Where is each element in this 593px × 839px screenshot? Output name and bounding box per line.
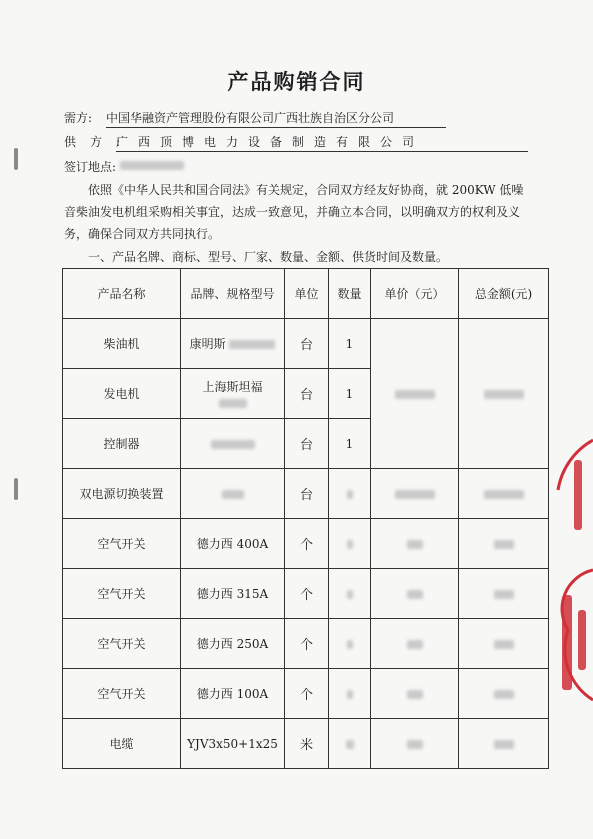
cell-total: [459, 669, 549, 719]
redacted-block: [347, 640, 353, 649]
header-unit: 单位: [285, 269, 329, 319]
redacted-block: [219, 399, 247, 408]
cell-unit: 台: [285, 319, 329, 369]
cell-spec: [181, 469, 285, 519]
sign-place-label: 签订地点:: [64, 160, 117, 174]
table-row: [63, 469, 549, 519]
redacted-block: [494, 740, 514, 749]
cell-qty: 1: [329, 319, 371, 369]
cell-name: 柴油机: [63, 319, 181, 369]
header-product-name: 产品名称: [63, 269, 181, 319]
redacted-block: [484, 390, 524, 399]
cell-spec: [181, 419, 285, 469]
supplier-label: 供方:: [64, 135, 135, 149]
cell-spec: [181, 369, 285, 419]
redacted-block: [346, 740, 354, 749]
cell-name: 双电源切换装置: [63, 469, 181, 519]
cell-unit-price: [371, 669, 459, 719]
redacted-block: [407, 590, 423, 599]
redacted-block: [494, 540, 514, 549]
cell-unit: 个: [285, 569, 329, 619]
cell-unit: 个: [285, 519, 329, 569]
cell-total: [459, 469, 549, 519]
cell-total-merged: [459, 319, 549, 469]
header-unit-price: 单价（元）: [371, 269, 459, 319]
table-row: [63, 669, 549, 719]
punch-hole-mark: [14, 478, 18, 500]
redacted-block: [347, 690, 353, 699]
spec-text: 康明斯: [189, 337, 226, 351]
redacted-block: [494, 590, 514, 599]
buyer-name: 中国华融资产管理股份有限公司广西壮族自治区分公司: [106, 109, 446, 128]
cell-total: [459, 719, 549, 769]
redacted-block: [222, 490, 244, 499]
cell-unit-price: [371, 569, 459, 619]
cell-total: [459, 619, 549, 669]
redacted-block: [395, 490, 435, 499]
cell-name: 空气开关: [63, 569, 181, 619]
cell-total: [459, 569, 549, 619]
redacted-block: [484, 490, 524, 499]
cell-qty: 1: [329, 369, 371, 419]
buyer-label: 需方:: [64, 111, 93, 125]
cell-spec: 德力西 315A: [181, 569, 285, 619]
cell-unit-price: [371, 619, 459, 669]
cell-unit-price: [371, 519, 459, 569]
product-table: [62, 268, 549, 769]
header-brand-spec: 品牌、规格型号: [181, 269, 285, 319]
table-row: [63, 319, 549, 369]
cell-unit: 个: [285, 669, 329, 719]
cell-total: [459, 519, 549, 569]
redacted-block: [407, 740, 423, 749]
supplier-line: [64, 133, 425, 150]
supplier-name: 广西顶博电力设备制造有限公司: [116, 133, 528, 152]
cell-name: 空气开关: [63, 619, 181, 669]
table-row: [63, 619, 549, 669]
cell-name: 空气开关: [63, 519, 181, 569]
cell-name: 电缆: [63, 719, 181, 769]
redacted-block: [120, 161, 184, 170]
redacted-block: [407, 690, 423, 699]
section-1-heading: 一、产品名牌、商标、型号、厂家、数量、金额、供货时间及数量。: [88, 250, 449, 264]
cell-qty: [329, 619, 371, 669]
cell-unit-price: [371, 719, 459, 769]
redacted-block: [347, 590, 353, 599]
cell-name: 控制器: [63, 419, 181, 469]
cell-spec: 德力西 400A: [181, 519, 285, 569]
redacted-block: [229, 340, 275, 349]
redacted-block: [407, 540, 423, 549]
cell-qty: [329, 519, 371, 569]
spec-text: 上海斯坦福: [202, 379, 263, 394]
red-seal-stamp-partial: [548, 420, 593, 780]
cell-qty: [329, 469, 371, 519]
cell-unit: 台: [285, 369, 329, 419]
cell-spec: YJV3x50+1x25: [181, 719, 285, 769]
table-header-row: [63, 269, 549, 319]
cell-qty: 1: [329, 419, 371, 469]
cell-spec: [181, 319, 285, 369]
cell-name: 发电机: [63, 369, 181, 419]
punch-hole-mark: [14, 148, 18, 170]
cell-qty: [329, 669, 371, 719]
cell-unit: 米: [285, 719, 329, 769]
cell-qty: [329, 719, 371, 769]
cell-unit: 个: [285, 619, 329, 669]
redacted-block: [347, 540, 353, 549]
cell-unit: 台: [285, 469, 329, 519]
cell-spec: 德力西 100A: [181, 669, 285, 719]
table-row: [63, 569, 549, 619]
sign-place-line: [64, 158, 116, 175]
header-total-amount: 总金额(元): [459, 269, 549, 319]
cell-unit-price-merged: [371, 319, 459, 469]
redacted-block: [494, 690, 514, 699]
table-row: [63, 519, 549, 569]
table-row: [63, 719, 549, 769]
redacted-block: [211, 440, 255, 449]
document-title: 产品购销合同: [227, 69, 366, 94]
buyer-line: [64, 109, 395, 126]
redacted-block: [395, 390, 435, 399]
sign-place-value-redacted: [120, 158, 220, 173]
cell-unit: 台: [285, 419, 329, 469]
cell-unit-price: [371, 469, 459, 519]
intro-paragraph: 依照《中华人民共和国合同法》有关规定，合同双方经友好协商，就 200KW 低噪音柴油发电机组采购相关事宜，达成一致意见，并确立本合同，以明确双方的权利及义务，确保合同双方共同执行。: [64, 183, 524, 241]
cell-qty: [329, 569, 371, 619]
redacted-block: [347, 490, 353, 499]
cell-spec: 德力西 250A: [181, 619, 285, 669]
cell-name: 空气开关: [63, 669, 181, 719]
header-quantity: 数量: [329, 269, 371, 319]
redacted-block: [494, 640, 514, 649]
redacted-block: [407, 640, 423, 649]
